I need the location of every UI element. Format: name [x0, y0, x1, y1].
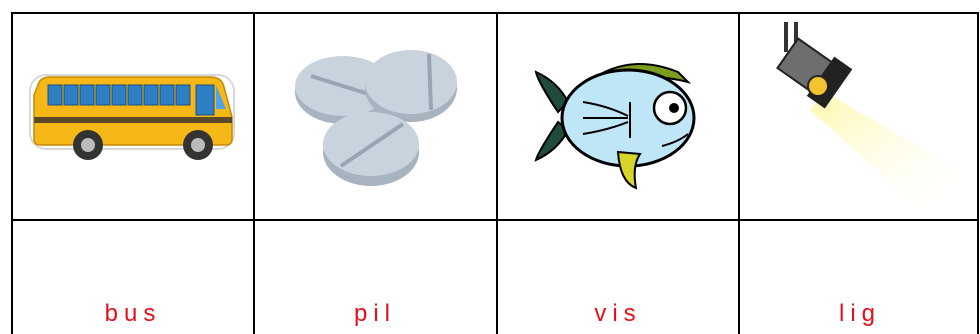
word-label-pil: pil: [353, 300, 396, 327]
word-label-lig: lig: [838, 300, 881, 327]
bus-icon: [28, 69, 238, 165]
picture-cell-vis: [498, 14, 738, 219]
table-right-border: [977, 12, 979, 334]
word-label-vis: vis: [594, 300, 642, 327]
word-label-bus: bus: [104, 300, 162, 327]
picture-cell-pil: [255, 14, 496, 219]
picture-cell-bus: [13, 14, 253, 219]
pills-icon: [291, 42, 461, 192]
fish-icon: [528, 42, 708, 192]
spotlight-icon: [754, 22, 964, 212]
picture-cell-lig: [740, 14, 977, 219]
table-middle-border: [11, 219, 979, 221]
